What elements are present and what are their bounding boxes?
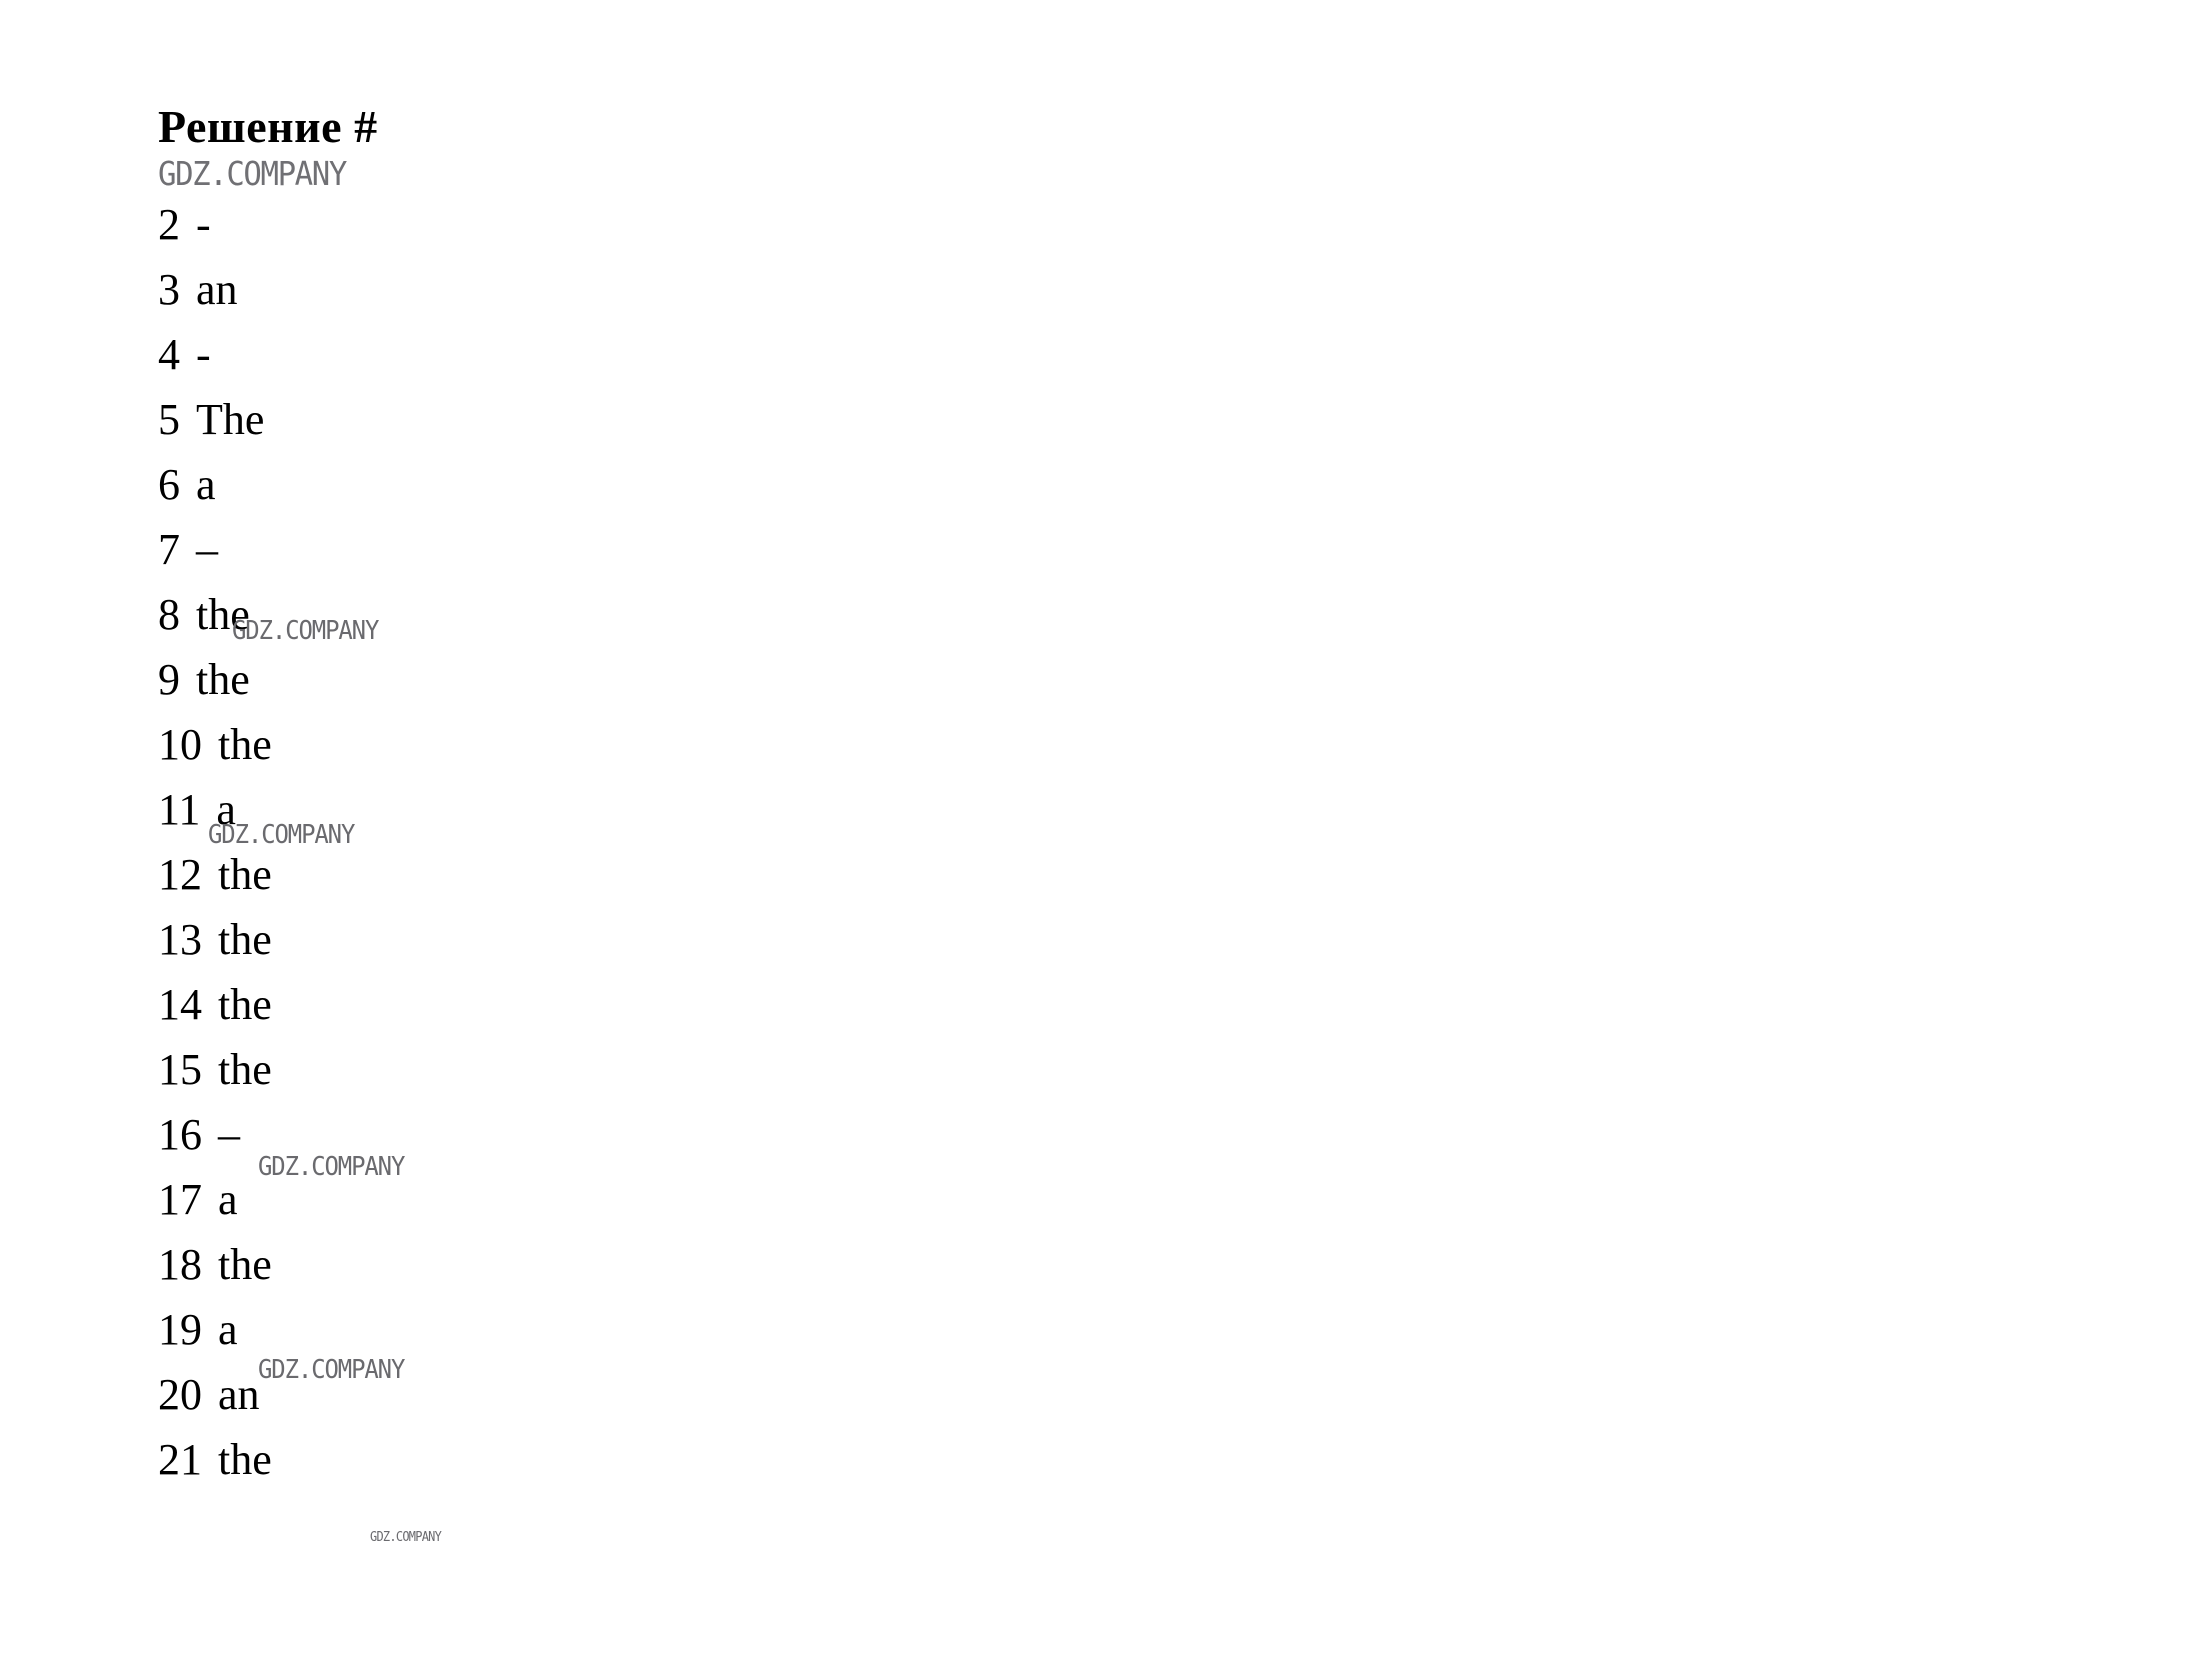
answer-row — [158, 322, 1558, 387]
answer-value: an — [196, 265, 238, 314]
answer-row — [158, 1427, 1558, 1492]
answer-row — [158, 1037, 1558, 1102]
answer-row — [158, 1167, 1558, 1232]
answer-value: the — [218, 1435, 272, 1484]
answer-value: the — [218, 1045, 272, 1094]
answer-number: 20 — [158, 1370, 202, 1419]
answer-value: – — [196, 525, 218, 574]
answer-number: 21 — [158, 1435, 202, 1484]
answer-number: 8 — [158, 590, 180, 639]
answer-number: 2 — [158, 200, 180, 249]
watermark-overlay: GDZ.COMPANY — [370, 1530, 442, 1545]
watermark-overlay: GDZ.COMPANY — [232, 616, 379, 646]
answer-value: a — [196, 460, 216, 509]
answer-row — [158, 972, 1558, 1037]
answer-number: 13 — [158, 915, 202, 964]
answer-number: 18 — [158, 1240, 202, 1289]
answer-value: an — [218, 1370, 260, 1419]
answer-number: 3 — [158, 265, 180, 314]
document-content — [158, 100, 1558, 1492]
answer-row — [158, 1232, 1558, 1297]
answer-value: the — [218, 1240, 272, 1289]
answer-value: the — [196, 590, 250, 639]
answer-number: 14 — [158, 980, 202, 1029]
watermark-overlay: GDZ.COMPANY — [208, 820, 355, 850]
answer-row — [158, 257, 1558, 322]
answer-number: 15 — [158, 1045, 202, 1094]
answer-number: 5 — [158, 395, 180, 444]
answer-list — [158, 192, 1558, 1492]
answer-number: 16 — [158, 1110, 202, 1159]
answer-row — [158, 452, 1558, 517]
answer-row — [158, 387, 1558, 452]
answer-row — [158, 647, 1558, 712]
page-title: Решение # — [158, 101, 378, 152]
answer-value: the — [218, 720, 272, 769]
answer-value: a — [218, 1175, 238, 1224]
answer-number: 19 — [158, 1305, 202, 1354]
answer-value: - — [196, 200, 211, 249]
answer-value: a — [216, 785, 236, 834]
answer-row — [158, 907, 1558, 972]
answer-value: a — [218, 1305, 238, 1354]
answer-number: 10 — [158, 720, 202, 769]
watermark-overlay: GDZ.COMPANY — [258, 1152, 405, 1182]
answer-value: - — [196, 330, 211, 379]
watermark-header: GDZ.COMPANY — [158, 154, 346, 193]
answer-value: – — [218, 1110, 240, 1159]
answer-value: the — [196, 655, 250, 704]
answer-row — [158, 1102, 1558, 1167]
answer-number: 7 — [158, 525, 180, 574]
answer-row — [158, 777, 1558, 842]
answer-row — [158, 712, 1558, 777]
answer-row — [158, 1362, 1558, 1427]
answer-number: 12 — [158, 850, 202, 899]
answer-number: 6 — [158, 460, 180, 509]
answer-row — [158, 582, 1558, 647]
watermark-overlay: GDZ.COMPANY — [258, 1355, 405, 1385]
answer-value: the — [218, 915, 272, 964]
answer-value: the — [218, 980, 272, 1029]
answer-number: 9 — [158, 655, 180, 704]
answer-value: The — [196, 395, 265, 444]
answer-value: the — [218, 850, 272, 899]
answer-row — [158, 192, 1558, 257]
answer-number: 4 — [158, 330, 180, 379]
answer-number: 11 — [158, 785, 201, 834]
answer-row — [158, 1297, 1558, 1362]
answer-row — [158, 517, 1558, 582]
answer-number: 17 — [158, 1175, 202, 1224]
answer-row — [158, 842, 1558, 907]
